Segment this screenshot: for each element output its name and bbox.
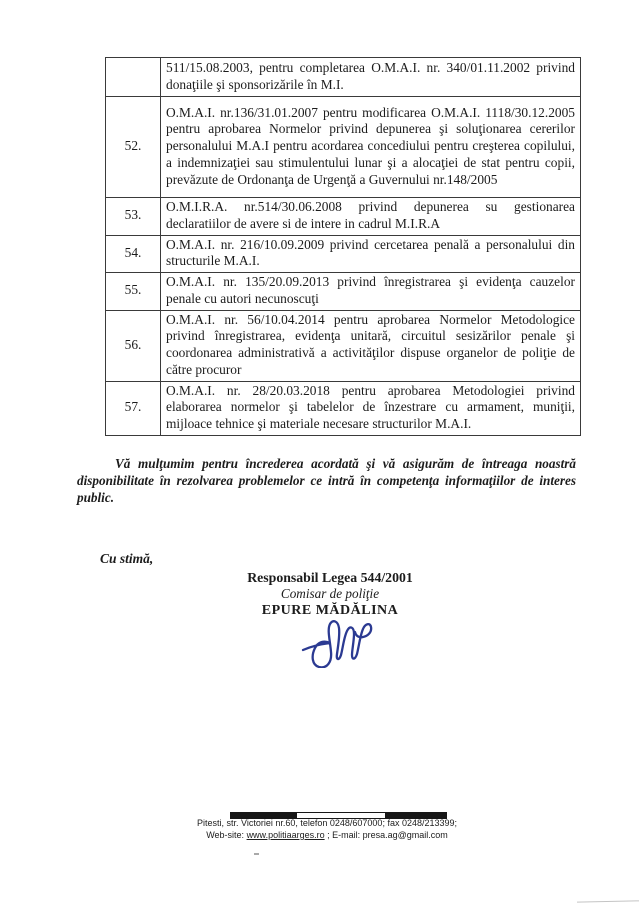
row-number-cell: 55.: [106, 273, 161, 311]
scan-artifact-edge-line: [577, 900, 639, 902]
footer: [14, 818, 640, 841]
row-number-cell: 54.: [106, 235, 161, 273]
row-number-cell: 57.: [106, 381, 161, 435]
handwritten-signature-scribble: [300, 610, 378, 668]
row-text-cell: O.M.A.I. nr. 56/10.04.2014 pentru aprobarea Normelor Metodologice privind înregistrarea, evidenţa unitară, circuitul sesizărilor penale şi coordonarea administrativă a activităţilor dispuse organelor de poliţie de către procuror: [161, 310, 581, 381]
footer-website-link: www.politiaarges.ro: [246, 829, 325, 840]
row-text-cell: 511/15.08.2003, pentru completarea O.M.A.I. nr. 340/01.11.2002 privind donaţiile şi sponsorizările în M.I.: [161, 58, 581, 97]
row-text-cell: O.M.I.R.A. nr.514/30.06.2008 privind depunerea su gestionarea declaratiilor de avere si de intere in cadrul M.I.R.A: [161, 198, 581, 236]
table-row: [106, 235, 581, 273]
row-number-cell: 52.: [106, 97, 161, 198]
row-number-cell: [106, 58, 161, 97]
row-number-cell: 56.: [106, 310, 161, 381]
row-text-cell: O.M.A.I. nr. 135/20.09.2013 privind înregistrarea şi evidenţa cauzelor penale cu autori necunoscuţi: [161, 273, 581, 311]
footer-web-label: Web-site:: [206, 829, 247, 840]
table-row: [106, 273, 581, 311]
footer-contact-line: [14, 830, 640, 842]
signature-role: Responsabil Legea 544/2001: [247, 570, 413, 585]
table-row: [106, 198, 581, 236]
signature-rank: Comisar de poliţie: [280, 586, 380, 601]
signature-name: EPURE MĂDĂLINA: [261, 603, 399, 618]
table-row: [106, 58, 581, 97]
row-text-cell: O.M.A.I. nr.136/31.01.2007 pentru modificarea O.M.A.I. 1118/30.12.2005 pentru aprobarea Normelor privind depunerea şi soluţionarea cererilor personalului M.A.I pentru acordarea concediului pentru creşterea copilului, a indemnizaţiei sau stimulentului lunar şi a alocaţiei de stat pentru copii, prevăzute de Ordonanţa de Urgenţă a Guvernului nr.148/2005: [161, 97, 581, 198]
table-row: [106, 310, 581, 381]
closing-paragraph: Vă mulţumim pentru încrederea acordată şi vă asigurăm de întreaga noastră disponibilitate în rezolvarea problemelor ce intră în competenţa informaţiilor de interes public.: [77, 456, 576, 506]
table-row: [106, 97, 581, 198]
footer-address: Pitesti, str. Victoriei nr.60, telefon 0248/607000; fax 0248/213399;: [196, 818, 457, 828]
orders-table: [105, 57, 581, 436]
salutation: Cu stimă,: [100, 551, 154, 566]
row-text-cell: O.M.A.I. nr. 216/10.09.2009 privind cercetarea penală a personalului din structurile M.A.I.: [161, 235, 581, 273]
scan-artifact-dash: [254, 853, 259, 855]
row-number-cell: 53.: [106, 198, 161, 236]
row-text-cell: O.M.A.I. nr. 28/20.03.2018 pentru aprobarea Metodologiei privind elaborarea normelor şi tabelelor de înzestrare cu armament, muniţii, mijloace tehnice şi materiale necesare structurilor M.A.I.: [161, 381, 581, 435]
table-row: [106, 381, 581, 435]
footer-email: ; E-mail: presa.ag@gmail.com: [324, 829, 448, 840]
